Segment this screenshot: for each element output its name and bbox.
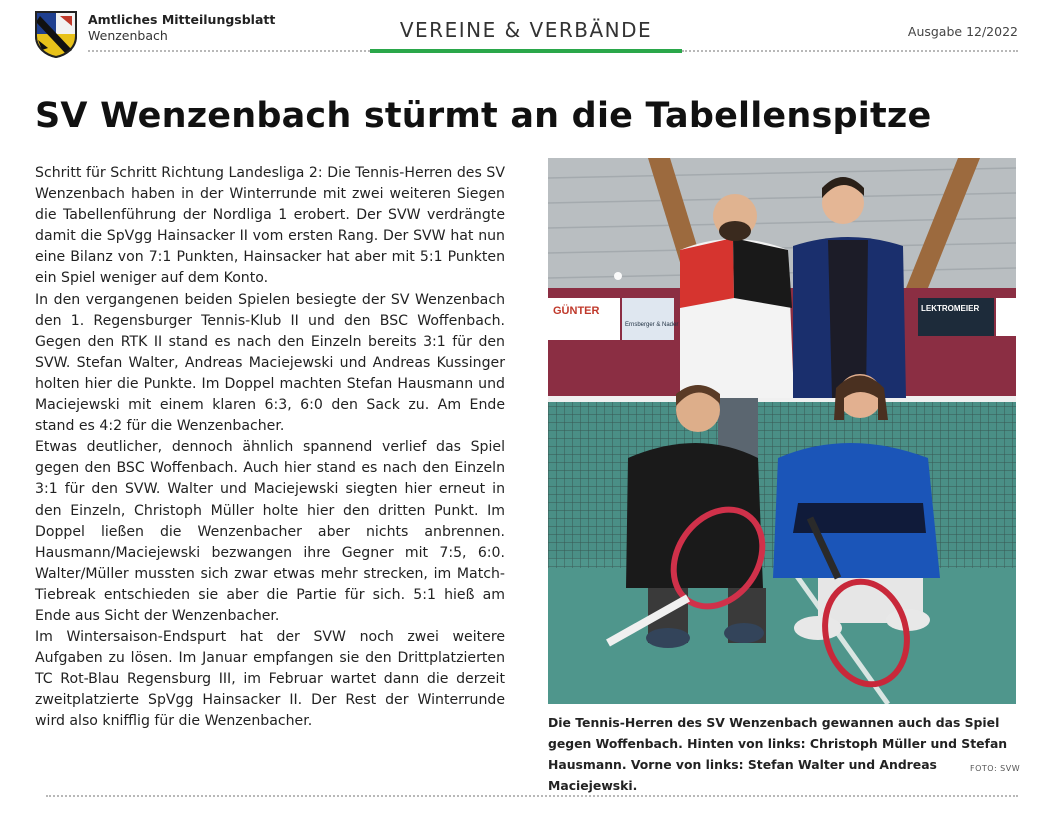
issue-number: Ausgabe 12/2022	[907, 24, 1018, 39]
article-paragraph: Im Wintersaison-Endspurt hat der SVW noch zwei weitere Aufgaben zu lösen. Im Januar empfangen sie den Drittplatzierten TC Rot-Blau Regensburg III, im Februar wartet dann die derzeit zweitplatzierte SpVgg Hainsacker II. Der Rest der Winterrunde wird also knifflig für die Wenzenbacher.	[35, 629, 505, 730]
team-photo	[548, 158, 1016, 704]
sign-gunter: GÜNTER	[553, 305, 600, 317]
sign-lektromeier: LEKTROMEIER	[921, 304, 980, 313]
article-headline: SV Wenzenbach stürmt an die Tabellenspitze	[35, 96, 932, 136]
sign-ernsberger: Ernsberger & Nader	[625, 322, 679, 328]
section-accent-bar	[370, 49, 682, 53]
article-paragraph: In den vergangenen beiden Spielen besiegte der SV Wenzenbach den 1. Regensburger Tennis-Klub II und den BSC Woffenbach. Gegen den RTK II stand es nach den Einzeln bereits 3:1 für den SVW. Stefan Walter, Andreas Maciejewski und Andreas Kussinger holten hier die Punkte. Im Doppel machten Stefan Hausmann und Maciejewski mit einem klaren 6:3, 6:0 den Sack zu. Am Ende stand es 4:2 für die Wenzenbacher.	[35, 291, 505, 435]
article-paragraph: Schritt für Schritt Richtung Landesliga 2: Die Tennis-Herren des SV Wenzenbach haben in der Winterrunde mit zwei weiteren Siegen die Tabellenführung der Nordliga 1 erobert. Der SVW verdrängte damit die SpVgg Hainsacker II vom ersten Rang. Der SVW hat nun eine Bilanz von 7:1 Punkten, Hainsacker hat aber mit 5:1 Punkten ein Spiel weniger auf dem Konto.	[35, 165, 505, 287]
footer-divider	[46, 795, 1018, 797]
header-divider-left	[88, 50, 370, 52]
article-body	[35, 163, 505, 733]
photo-credit: FOTO: SVW	[970, 764, 1021, 773]
publication-town: Wenzenbach	[88, 28, 168, 43]
article-paragraph: Etwas deutlicher, dennoch ähnlich spannend verlief das Spiel gegen den BSC Woffenbach. Auch hier stand es nach den Einzeln 3:1 für den SVW. Walter und Maciejewski siegten hier erneut in den Einzeln, Christoph Müller holte hier den dritten Punkt. Im Doppel ließen die Wenzenbacher aber nichts anbrennen. Hausmann/Maciejewski bezwangen ihre Gegner mit 7:5, 6:0. Walter/Müller mussten sich zwar etwas mehr strecken, im Match-Tiebreak entschieden sie aber die Partie für sich. 5:1 hieß am Ende aus Sicht der Wenzenbacher.	[35, 439, 505, 624]
team-photo-illustration	[548, 158, 1016, 704]
municipal-coat-of-arms-icon	[34, 10, 78, 58]
page-header	[0, 0, 1064, 60]
section-title: VEREINE & VERBÄNDE	[399, 18, 653, 42]
publication-name: Amtliches Mitteilungsblatt	[88, 12, 276, 27]
photo-caption: Die Tennis-Herren des SV Wenzenbach gewannen auch das Spiel gegen Woffenbach. Hinten von links: Christoph Müller und Stefan Hausmann. Vorne von links: Stefan Walter und Andreas Maciejewski.	[548, 715, 1008, 793]
header-divider-right	[682, 50, 1018, 52]
